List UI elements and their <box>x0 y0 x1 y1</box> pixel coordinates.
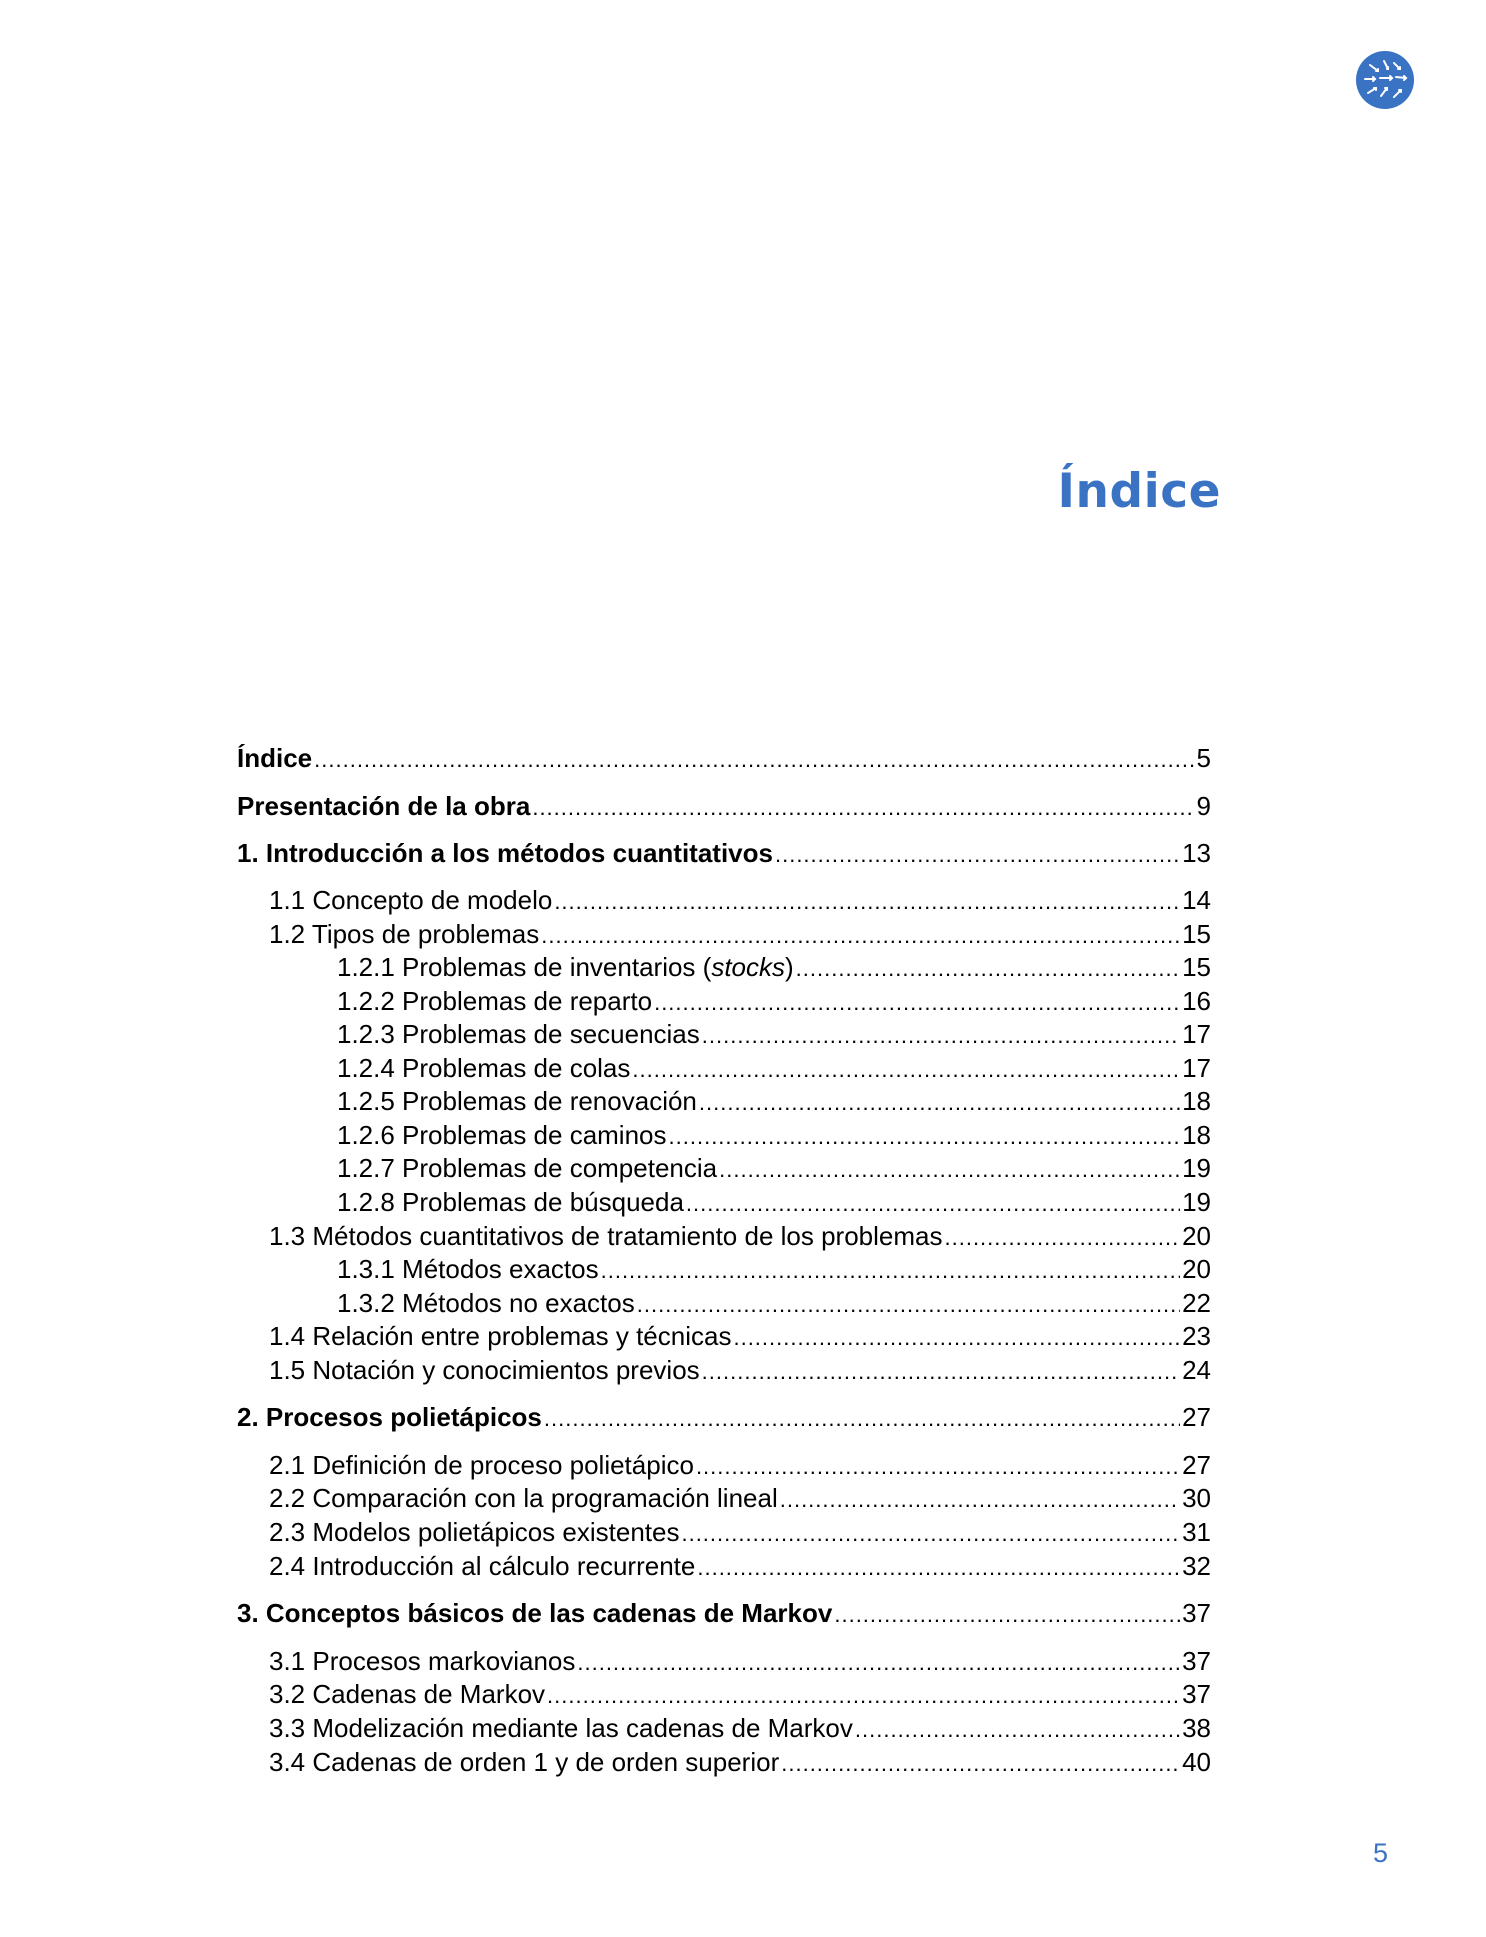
toc-entry-title-text: 2.2 Comparación con la programación lineal <box>269 1483 778 1513</box>
toc-entry-page: 32 <box>1182 1551 1211 1581</box>
toc-entry-title <box>337 1253 599 1285</box>
toc-entry-page: 37 <box>1182 1646 1211 1676</box>
toc-entry-title <box>337 985 652 1017</box>
toc-entry[interactable] <box>337 985 1211 1019</box>
toc-entry-title-text: 1.5 Notación y conocimientos previos <box>269 1355 700 1385</box>
dot-leader <box>780 1484 1180 1516</box>
toc-entry-page: 5 <box>1196 743 1211 773</box>
toc-entry-title <box>337 951 794 983</box>
toc-entry-page: 37 <box>1182 1598 1211 1628</box>
toc-entry-title <box>269 1449 694 1481</box>
toc-entry-title <box>269 1482 778 1514</box>
dot-leader <box>601 1255 1180 1287</box>
toc-entry[interactable] <box>269 1449 1211 1483</box>
page-title: Índice <box>1057 464 1221 519</box>
toc-entry-title-text: 1.2.5 Problemas de renovación <box>337 1086 697 1116</box>
dot-leader <box>702 1356 1180 1388</box>
toc-entry-title <box>269 1320 731 1352</box>
toc-entry-title-text: 1.1 Concepto de modelo <box>269 885 553 915</box>
toc-entry[interactable] <box>269 884 1211 918</box>
toc-entry-page: 20 <box>1182 1221 1211 1251</box>
toc-entry-title <box>269 1550 695 1582</box>
toc-entry-title <box>269 918 539 950</box>
toc-entry-title-text: Índice <box>237 743 313 773</box>
toc-entry-title <box>269 884 552 916</box>
dot-leader <box>702 1020 1180 1052</box>
toc-entry-title-text: 3.3 Modelización mediante las cadenas de Markov <box>269 1713 853 1743</box>
dot-leader <box>696 1451 1180 1483</box>
toc-entry-page: 30 <box>1182 1483 1211 1513</box>
toc-entry[interactable] <box>269 1354 1211 1388</box>
toc-entry[interactable] <box>337 1186 1211 1220</box>
toc-entry-title-text: 2.3 Modelos polietápicos existentes <box>269 1517 680 1547</box>
toc-entry-page: 18 <box>1182 1120 1211 1150</box>
toc-entry-title-text: 1.3 Métodos cuantitativos de tratamiento de los problemas <box>269 1221 943 1251</box>
toc-entry-title <box>269 1516 679 1548</box>
toc-entry[interactable] <box>337 1085 1211 1119</box>
toc-entry-title <box>237 742 312 774</box>
dot-leader <box>781 1748 1180 1780</box>
toc-entry-page: 20 <box>1182 1254 1211 1284</box>
toc-entry[interactable] <box>237 790 1211 824</box>
dot-leader <box>775 839 1180 871</box>
toc-entry-page: 40 <box>1182 1747 1211 1777</box>
toc-entry-title-text: 1.2.1 Problemas de inventarios ( <box>337 952 712 982</box>
toc-entry-page: 24 <box>1182 1355 1211 1385</box>
dot-leader <box>532 792 1194 824</box>
toc-entry-title-text: 1. Introducción a los métodos cuantitativos <box>237 838 773 868</box>
toc-entry-page: 14 <box>1182 885 1211 915</box>
dot-leader <box>945 1222 1181 1254</box>
dot-leader <box>314 744 1194 776</box>
toc-entry-title <box>337 1287 635 1319</box>
toc-entry-page: 23 <box>1182 1321 1211 1351</box>
dot-leader <box>699 1087 1180 1119</box>
toc-entry-page: 17 <box>1182 1019 1211 1049</box>
dot-leader <box>654 987 1180 1019</box>
toc-entry[interactable] <box>269 1678 1211 1712</box>
dot-leader <box>719 1154 1180 1186</box>
toc-entry[interactable] <box>237 742 1211 776</box>
toc-entry-title-text: 1.2.4 Problemas de colas <box>337 1053 631 1083</box>
toc-entry-title <box>237 837 773 869</box>
dot-leader <box>547 1680 1180 1712</box>
toc-entry-title-text: 1.4 Relación entre problemas y técnicas <box>269 1321 732 1351</box>
toc-entry-title <box>337 1018 700 1050</box>
toc-entry[interactable] <box>269 1712 1211 1746</box>
toc-entry[interactable] <box>237 1401 1211 1435</box>
toc-entry-title <box>337 1152 717 1184</box>
dot-leader <box>733 1322 1180 1354</box>
toc-entry-page: 19 <box>1182 1153 1211 1183</box>
toc-entry[interactable] <box>337 1119 1211 1153</box>
toc-entry[interactable] <box>237 1597 1211 1631</box>
toc-entry[interactable] <box>237 837 1211 871</box>
toc-entry-title-text: 1.2.2 Problemas de reparto <box>337 986 653 1016</box>
dot-leader <box>855 1714 1180 1746</box>
toc-entry-page: 13 <box>1182 838 1211 868</box>
toc-entry-title <box>237 1597 832 1629</box>
toc-entry-title-text: 1.2.6 Problemas de caminos <box>337 1120 667 1150</box>
dot-leader <box>632 1054 1180 1086</box>
dot-leader <box>796 953 1180 985</box>
toc-entry[interactable] <box>269 1482 1211 1516</box>
dot-leader <box>834 1599 1180 1631</box>
toc-entry-title <box>269 1220 943 1252</box>
toc-entry-title-text: 2. Procesos polietápicos <box>237 1402 542 1432</box>
toc-entry-page: 19 <box>1182 1187 1211 1217</box>
toc-entry-title <box>337 1119 667 1151</box>
toc-entry-title-text: 1.2.8 Problemas de búsqueda <box>337 1187 684 1217</box>
toc-entry-title-text: 3.1 Procesos markovianos <box>269 1646 576 1676</box>
toc-entry-page: 27 <box>1182 1402 1211 1432</box>
toc-entry-title <box>269 1645 575 1677</box>
toc-entry-title-text: 3.2 Cadenas de Markov <box>269 1679 546 1709</box>
toc-entry-title-text: 3.4 Cadenas de orden 1 y de orden superior <box>269 1747 780 1777</box>
toc-entry-title-italic: stocks <box>711 952 785 982</box>
toc-entry-title <box>337 1052 630 1084</box>
toc-entry-title-text: 3. Conceptos básicos de las cadenas de Markov <box>237 1598 833 1628</box>
dot-leader <box>541 920 1180 952</box>
toc-entry-title-text: 2.1 Definición de proceso polietápico <box>269 1450 694 1480</box>
toc-entry-title-text: 1.3.2 Métodos no exactos <box>337 1288 635 1318</box>
dot-leader <box>669 1121 1181 1153</box>
toc-entry-page: 37 <box>1182 1679 1211 1709</box>
toc-entry[interactable] <box>269 1320 1211 1354</box>
dot-leader <box>681 1518 1180 1550</box>
toc-entry-title-text: 2.4 Introducción al cálculo recurrente <box>269 1551 696 1581</box>
toc-entry[interactable] <box>269 1645 1211 1679</box>
toc-entry[interactable] <box>337 1287 1211 1321</box>
toc-entry-title <box>237 790 530 822</box>
toc-entry-title-text: 1.2.3 Problemas de secuencias <box>337 1019 700 1049</box>
toc-entry-page: 27 <box>1182 1450 1211 1480</box>
toc-entry-title <box>269 1746 779 1778</box>
toc-entry-page: 38 <box>1182 1713 1211 1743</box>
dot-leader <box>577 1647 1180 1679</box>
toc-entry-page: 16 <box>1182 986 1211 1016</box>
toc-entry-title-text: 1.2.7 Problemas de competencia <box>337 1153 718 1183</box>
toc-entry-title-text: Presentación de la obra <box>237 791 531 821</box>
toc-entry-page: 15 <box>1182 952 1211 982</box>
toc-entry[interactable] <box>337 1018 1211 1052</box>
toc-entry[interactable] <box>337 1052 1211 1086</box>
dot-leader <box>686 1188 1180 1220</box>
dot-leader <box>697 1552 1180 1584</box>
toc-entry-page: 22 <box>1182 1288 1211 1318</box>
toc-entry-title <box>337 1186 684 1218</box>
toc-entry-page: 18 <box>1182 1086 1211 1116</box>
dot-leader <box>554 886 1180 918</box>
toc-entry[interactable] <box>337 951 1211 985</box>
toc-entry[interactable] <box>269 1220 1211 1254</box>
toc-entry[interactable] <box>269 1516 1211 1550</box>
toc-entry-title <box>269 1712 853 1744</box>
toc-entry-page: 9 <box>1196 791 1211 821</box>
toc-entry-title <box>237 1401 542 1433</box>
toc-entry-title <box>269 1354 700 1386</box>
toc-entry-title-text: 1.2 Tipos de problemas <box>269 919 540 949</box>
toc-entry-page: 15 <box>1182 919 1211 949</box>
toc-entry[interactable] <box>269 918 1211 952</box>
toc-entry[interactable] <box>337 1253 1211 1287</box>
toc-entry-title-text: 1.3.1 Métodos exactos <box>337 1254 599 1284</box>
toc-entry[interactable] <box>269 1550 1211 1584</box>
publisher-logo-icon <box>1356 51 1414 109</box>
dot-leader <box>544 1403 1180 1435</box>
toc-entry-page: 17 <box>1182 1053 1211 1083</box>
toc-entry-title <box>269 1678 545 1710</box>
toc-entry[interactable] <box>337 1152 1211 1186</box>
toc-entry[interactable] <box>269 1746 1211 1780</box>
toc-entry-page: 31 <box>1182 1517 1211 1547</box>
toc-entry-title-suffix: ) <box>785 952 794 982</box>
page-number: 5 <box>1373 1838 1389 1868</box>
dot-leader <box>637 1289 1180 1321</box>
toc-entry-title <box>337 1085 697 1117</box>
